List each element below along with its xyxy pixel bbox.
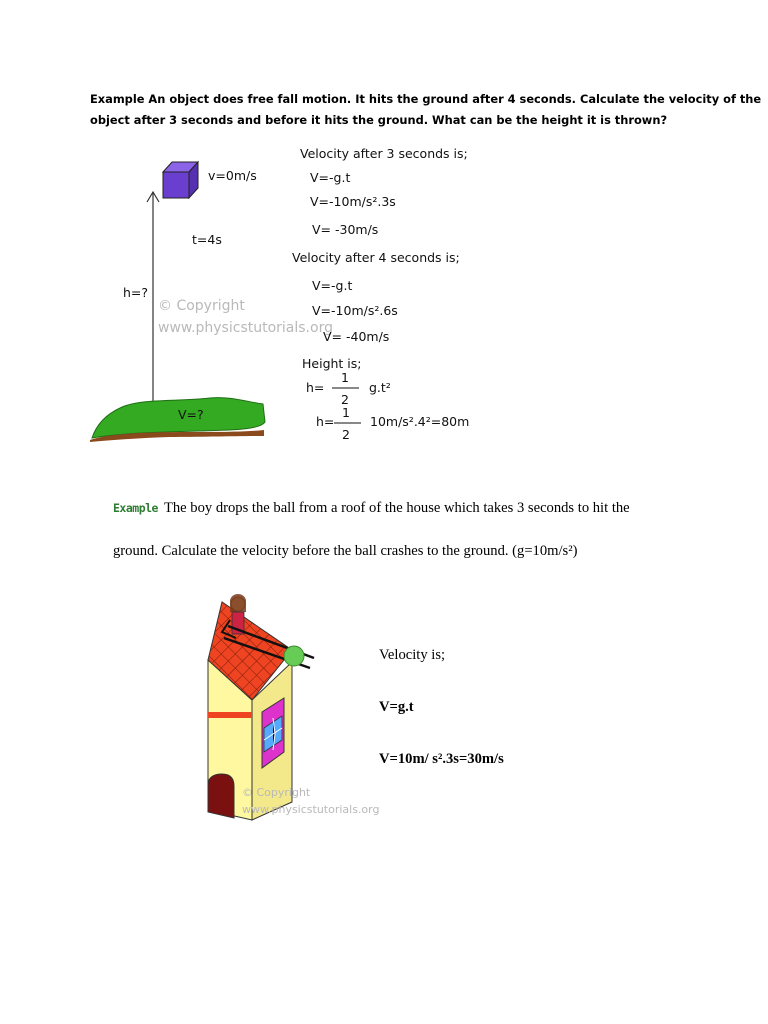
v4-eq1: V=-g.t [312, 278, 353, 293]
v4-eq3: V= -40m/s [323, 329, 390, 344]
label-time: t=4s [192, 232, 222, 247]
h-eq2-prefix: h= [316, 414, 335, 429]
h-eq1-rest: g.t² [369, 380, 391, 395]
house-watermark-copyright: © Copyright [242, 786, 311, 799]
example2-line-1-text: The boy drops the ball from a roof of the house which takes 3 seconds to hit the [163, 500, 630, 516]
solution-eq2: V=10m/ s².3s=30m/s [379, 751, 504, 767]
example2-line-2: ground. Calculate the velocity before the ball crashes to the ground. (g=10m/s²) [113, 543, 578, 559]
house-watermark-url: www.physicstutorials.org [242, 803, 380, 816]
h-eq2-numerator: 1 [342, 405, 350, 420]
v4-eq2: V=-10m/s².6s [312, 303, 398, 318]
h-eq1-denominator: 2 [341, 392, 349, 407]
h-eq2-rest: 10m/s².4²=80m [370, 414, 470, 429]
h-eq1-prefix: h= [306, 380, 325, 395]
h-eq2-denominator: 2 [342, 427, 350, 442]
house-figure [200, 590, 390, 830]
solution-eq1: V=g.t [379, 699, 414, 715]
watermark-copyright: © Copyright [158, 298, 245, 314]
example1-line-2: object after 3 seconds and before it hits the ground. What can be the height it is thrown? [90, 113, 668, 127]
label-height: h=? [123, 285, 149, 300]
v3-eq2: V=-10m/s².3s [310, 194, 396, 209]
house-stripe [208, 712, 252, 718]
v4-heading: Velocity after 4 seconds is; [292, 250, 460, 265]
height-heading: Height is; [302, 356, 362, 371]
label-v-bottom: V=? [178, 407, 204, 422]
v3-heading: Velocity after 3 seconds is; [300, 146, 468, 161]
label-v-top: v=0m/s [208, 168, 257, 183]
solution-heading: Velocity is; [379, 647, 446, 663]
falling-cube [163, 162, 198, 198]
watermark-url: www.physicstutorials.org [158, 320, 333, 336]
h-eq1-numerator: 1 [341, 370, 349, 385]
example1-problem-text [90, 89, 762, 131]
green-ball [284, 646, 304, 666]
example1-line-1: Example An object does free fall motion. It hits the ground after 4 seconds. Calculate the velocity of the [90, 92, 762, 106]
house-door [208, 774, 234, 818]
free-fall-figure [80, 140, 500, 450]
v3-eq1: V=-g.t [310, 170, 351, 185]
v3-eq3: V= -30m/s [312, 222, 379, 237]
example2-label: Example [113, 501, 158, 515]
example2-line-1 [113, 500, 630, 517]
